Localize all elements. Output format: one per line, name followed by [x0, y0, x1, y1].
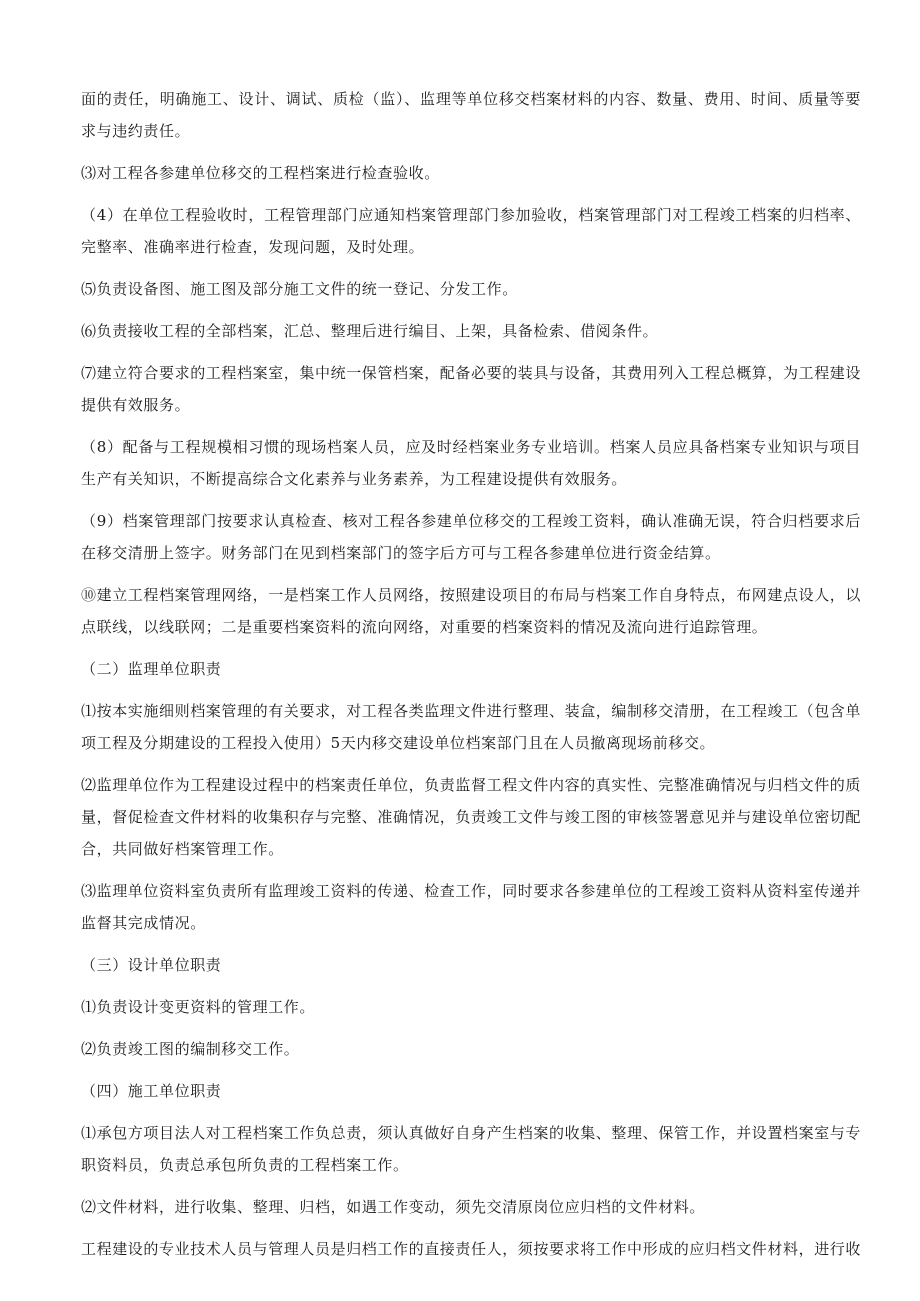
document-page: [81, 83, 861, 1275]
paragraph-item-5-registration: ⑸负责设备图、施工图及部分施工文件的统一登记、分发工作。: [81, 280, 518, 298]
paragraph-item-3-inspection: ⑶对工程各参建单位移交的工程档案进行检查验收。: [81, 164, 440, 182]
section-heading-design: （三）设计单位职责: [81, 956, 222, 974]
paragraph-item-10-network: ⑩建立工程档案管理网络，一是档案工作人员网络，按照建设项目的布局与档案工作自身特点，布网建点设人，以点联线，以线联网；二是重要档案资料的流向网络，对重要的档案资料的情况及流向进行追踪管理。: [81, 586, 862, 636]
paragraph-continuation-responsibility: 面的责任，明确施工、设计、调试、质检（监）、监理等单位移交档案材料的内容、数量、费用、时间、质量等要求与违约责任。: [81, 90, 861, 140]
paragraph-supervision-item-1: ⑴按本实施细则档案管理的有关要求，对工程各类监理文件进行整理、装盒，编制移交清册，在工程竣工（包含单项工程及分期建设的工程投入使用）5天内移交建设单位档案部门且在人员撤离现场前移交。: [81, 702, 862, 752]
paragraph-supervision-item-3: ⑶监理单位资料室负责所有监理竣工资料的传递、检查工作，同时要求各参建单位的工程竣工资料从资料室传递并监督其完成情况。: [81, 882, 862, 932]
section-heading-construction: （四）施工单位职责: [81, 1082, 222, 1100]
paragraph-item-6-receiving: ⑹负责接收工程的全部档案，汇总、整理后进行编目、上架，具备检索、借阅条件。: [81, 322, 659, 340]
paragraph-construction-item-2: ⑵文件材料，进行收集、整理、归档，如遇工作变动，须先交清原岗位应归档的文件材料。: [81, 1198, 706, 1216]
paragraph-design-item-2: ⑵负责竣工图的编制移交工作。: [81, 1040, 300, 1058]
paragraph-item-9-verification: （9）档案管理部门按要求认真检查、核对工程各参建单位移交的工程竣工资料，确认准确无误，符合归档要求后在移交清册上签字。财务部门在见到档案部门的签字后方可与工程各参建单位进行资金结算。: [81, 512, 861, 562]
paragraph-item-4-acceptance: （4）在单位工程验收时，工程管理部门应通知档案管理部门参加验收，档案管理部门对工程竣工档案的归档率、完整率、准确率进行检查，发现问题，及时处理。: [81, 206, 861, 256]
paragraph-construction-responsible-persons: 工程建设的专业技术人员与管理人员是归档工作的直接责任人，须按要求将工作中形成的应归档文件材料，进行收: [81, 1240, 862, 1258]
paragraph-design-item-1: ⑴负责设计变更资料的管理工作。: [81, 998, 316, 1016]
paragraph-construction-item-1: ⑴承包方项目法人对工程档案工作负总责，须认真做好自身产生档案的收集、整理、保管工作，并设置档案室与专职资料员，负责总承包所负责的工程档案工作。: [81, 1124, 862, 1174]
section-heading-supervision: （二）监理单位职责: [81, 660, 222, 678]
paragraph-item-7-archive-room: ⑺建立符合要求的工程档案室，集中统一保管档案，配备必要的装具与设备，其费用列入工程总概算，为工程建设提供有效服务。: [81, 364, 862, 414]
paragraph-item-8-staff: （8）配备与工程规模相习惯的现场档案人员，应及时经档案业务专业培训。档案人员应具备档案专业知识与项目生产有关知识，不断提高综合文化素养与业务素养，为工程建设提供有效服务。: [81, 438, 861, 488]
paragraph-supervision-item-2: ⑵监理单位作为工程建设过程中的档案责任单位，负责监督工程文件内容的真实性、完整准确情况与归档文件的质量，督促检查文件材料的收集积存与完整、准确情况，负责竣工文件与竣工图的审核签署意见并与建设单位密切配合，共同做好档案管理工作。: [81, 776, 862, 858]
